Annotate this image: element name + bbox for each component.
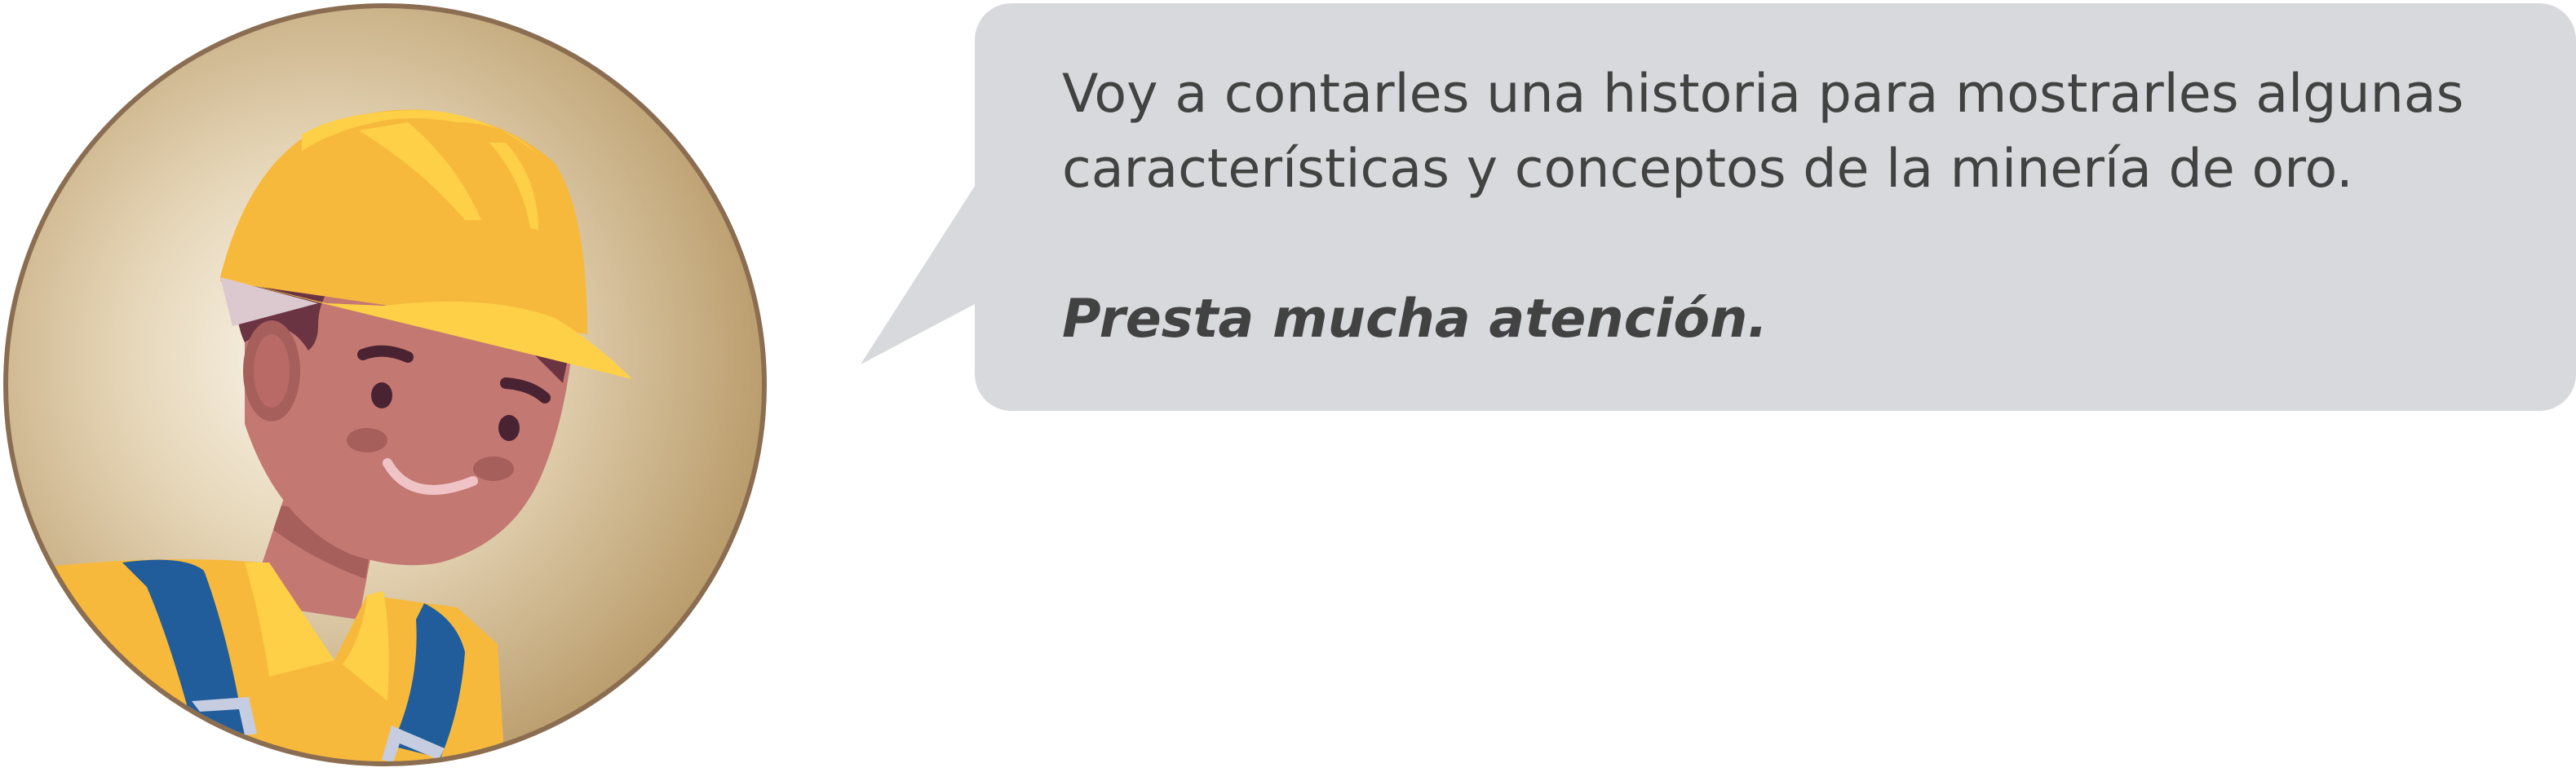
bubble-message: Voy a contarles una historia para mostrarles algunas características y conceptos de la minería de oro. — [1062, 64, 2464, 200]
miner-avatar — [0, 0, 775, 772]
speech-bubble-text — [1062, 57, 2498, 357]
bubble-emphasis: Presta mucha atención. — [1062, 289, 1768, 350]
speech-bubble-tail — [861, 183, 976, 364]
